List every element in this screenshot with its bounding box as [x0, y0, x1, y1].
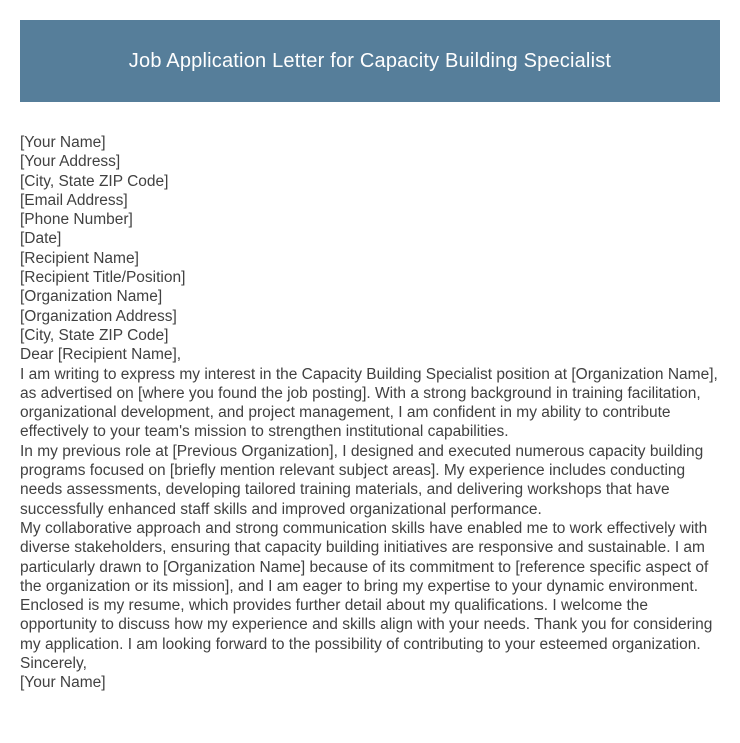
- salutation: Dear [Recipient Name],: [20, 346, 182, 364]
- closing: Sincerely,: [20, 655, 87, 673]
- address-line: [City, State ZIP Code]: [20, 172, 169, 190]
- address-line: [Recipient Title/Position]: [20, 269, 186, 287]
- address-line: [Your Name]: [20, 134, 106, 151]
- letter-paragraph: In my previous role at [Previous Organization], I designed and executed numerous capacity building programs focused on [briefly mention relevant subject areas]. My experience includes conducting needs assessments, developing tailored training materials, and delivering workshops that have successfully enhanced staff skills and improved organizational performance.: [20, 442, 704, 518]
- address-line: [Your Address]: [20, 153, 121, 171]
- letter-paragraph: Enclosed is my resume, which provides further detail about my qualifications. I welcome the opportunity to discuss how my experience and skills align with your needs. Thank you for considering my application. I am looking forward to the possibility of contributing to your esteemed organization.: [20, 597, 713, 653]
- header-banner: [20, 20, 720, 102]
- letter-paragraph: I am writing to express my interest in the Capacity Building Specialist position at [Organization Name], as advertised on [where you found the job posting]. With a strong background in training facilitation, organizational development, and project management, I am confident in my ability to contribute effectively to your team's mission to strengthen institutional capabilities.: [20, 365, 718, 441]
- letter-paragraph: My collaborative approach and strong communication skills have enabled me to work effectively with diverse stakeholders, ensuring that capacity building initiatives are responsive and sustainable. I am particularly drawn to [Organization Name] because of its commitment to [reference specific aspect of the organization or its mission], and I am eager to bring my expertise to your dynamic environment.: [20, 519, 709, 595]
- address-line: [City, State ZIP Code]: [20, 326, 169, 344]
- address-line: [Date]: [20, 230, 62, 248]
- address-line: [Organization Address]: [20, 307, 177, 325]
- address-line: [Email Address]: [20, 191, 128, 209]
- address-line: [Organization Name]: [20, 288, 163, 306]
- address-line: [Recipient Name]: [20, 249, 139, 267]
- signature: [Your Name]: [20, 674, 106, 692]
- page-title: Job Application Letter for Capacity Building Specialist: [128, 50, 612, 72]
- letter-body: [20, 133, 720, 693]
- address-line: [Phone Number]: [20, 211, 133, 229]
